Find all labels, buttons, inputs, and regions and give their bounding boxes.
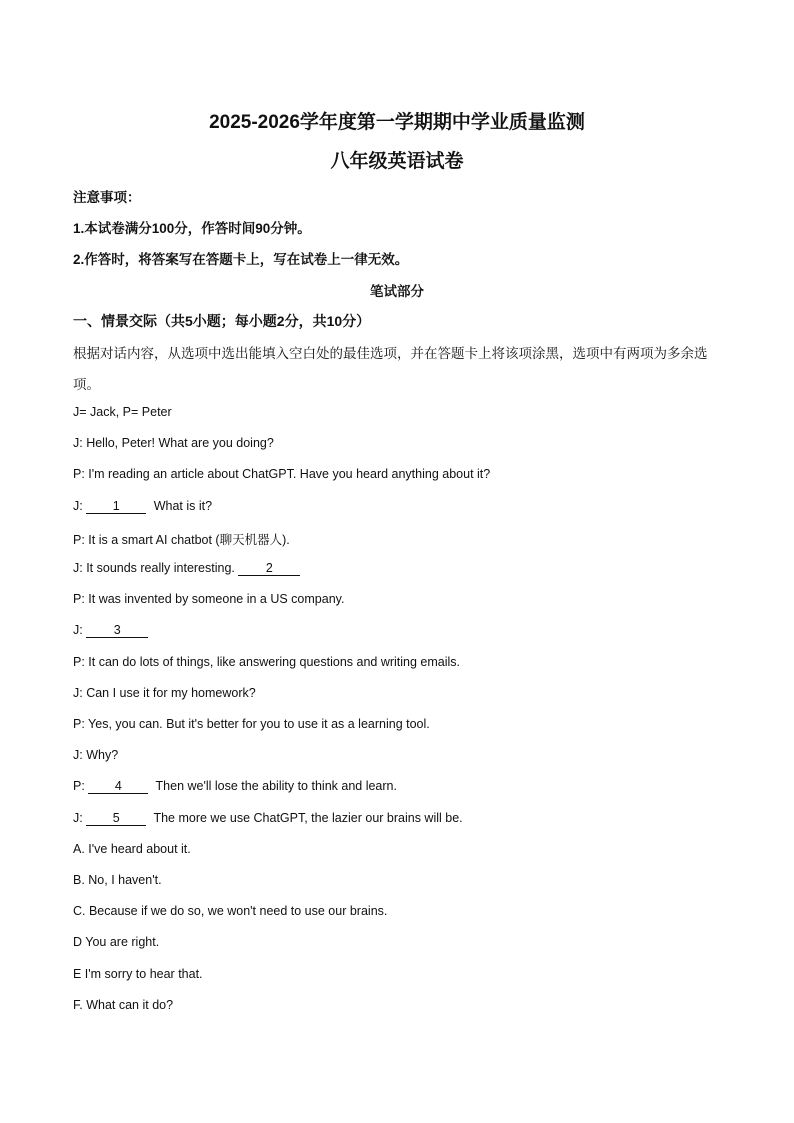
answer-blank-5: 5 bbox=[86, 812, 146, 826]
dialogue-line-blank-1 bbox=[73, 499, 212, 514]
dialogue-line-blank-4 bbox=[73, 779, 397, 794]
speaker-label: J: bbox=[73, 499, 83, 513]
dialogue-line: J: Hello, Peter! What are you doing? bbox=[73, 436, 274, 450]
written-part-heading: 笔试部分 bbox=[370, 284, 424, 299]
dialogue-line-blank-3 bbox=[73, 623, 152, 638]
option-f: F. What can it do? bbox=[73, 998, 174, 1012]
dialogue-line-blank-5 bbox=[73, 811, 463, 826]
dialogue-names: J= Jack, P= Peter bbox=[73, 405, 172, 419]
dialogue-line: P: It was invented by someone in a US company. bbox=[73, 592, 345, 606]
dialogue-text: J: It sounds really interesting. bbox=[73, 561, 235, 575]
notice-item-1: 1.本试卷满分100分，作答时间90分钟。 bbox=[73, 221, 311, 236]
answer-blank-3: 3 bbox=[86, 624, 148, 638]
dialogue-line: J: Can I use it for my homework? bbox=[73, 686, 256, 700]
option-d: D You are right. bbox=[73, 935, 160, 949]
option-b: B. No, I haven't. bbox=[73, 873, 162, 887]
notice-item-2: 2.作答时，将答案写在答题卡上，写在试卷上一律无效。 bbox=[73, 252, 409, 267]
answer-blank-2: 2 bbox=[238, 562, 300, 576]
notice-heading: 注意事项： bbox=[73, 190, 141, 205]
dialogue-text: The more we use ChatGPT, the lazier our brains will be. bbox=[153, 811, 463, 825]
option-c: C. Because if we do so, we won't need to use our brains. bbox=[73, 904, 388, 918]
answer-blank-1: 1 bbox=[86, 500, 146, 514]
dialogue-line: P: It is a smart AI chatbot (聊天机器人). bbox=[73, 533, 290, 547]
section-1-instruction: 根据对话内容，从选项中选出能填入空白处的最佳选项，并在答题卡上将该项涂黑，选项中有两项为多余选项。 bbox=[73, 346, 708, 392]
exam-title: 2025-2026学年度第一学期期中学业质量监测 bbox=[209, 112, 585, 133]
dialogue-line: J: Why? bbox=[73, 748, 119, 762]
dialogue-text: Then we'll lose the ability to think and learn. bbox=[155, 779, 397, 793]
section-1-title: 一、情景交际（共5小题；每小题2分，共10分） bbox=[73, 313, 371, 329]
option-e: E I'm sorry to hear that. bbox=[73, 967, 203, 981]
exam-subtitle: 八年级英语试卷 bbox=[330, 151, 464, 172]
option-a: A. I've heard about it. bbox=[73, 842, 191, 856]
speaker-label: J: bbox=[73, 811, 83, 825]
speaker-label: P: bbox=[73, 779, 85, 793]
dialogue-line: P: Yes, you can. But it's better for you to use it as a learning tool. bbox=[73, 717, 430, 731]
answer-blank-4: 4 bbox=[88, 780, 148, 794]
dialogue-text: What is it? bbox=[153, 499, 213, 513]
dialogue-line: P: I'm reading an article about ChatGPT. Have you heard anything about it? bbox=[73, 467, 491, 481]
speaker-label: J: bbox=[73, 623, 83, 637]
dialogue-line: P: It can do lots of things, like answering questions and writing emails. bbox=[73, 655, 461, 669]
dialogue-line-blank-2 bbox=[73, 561, 304, 576]
